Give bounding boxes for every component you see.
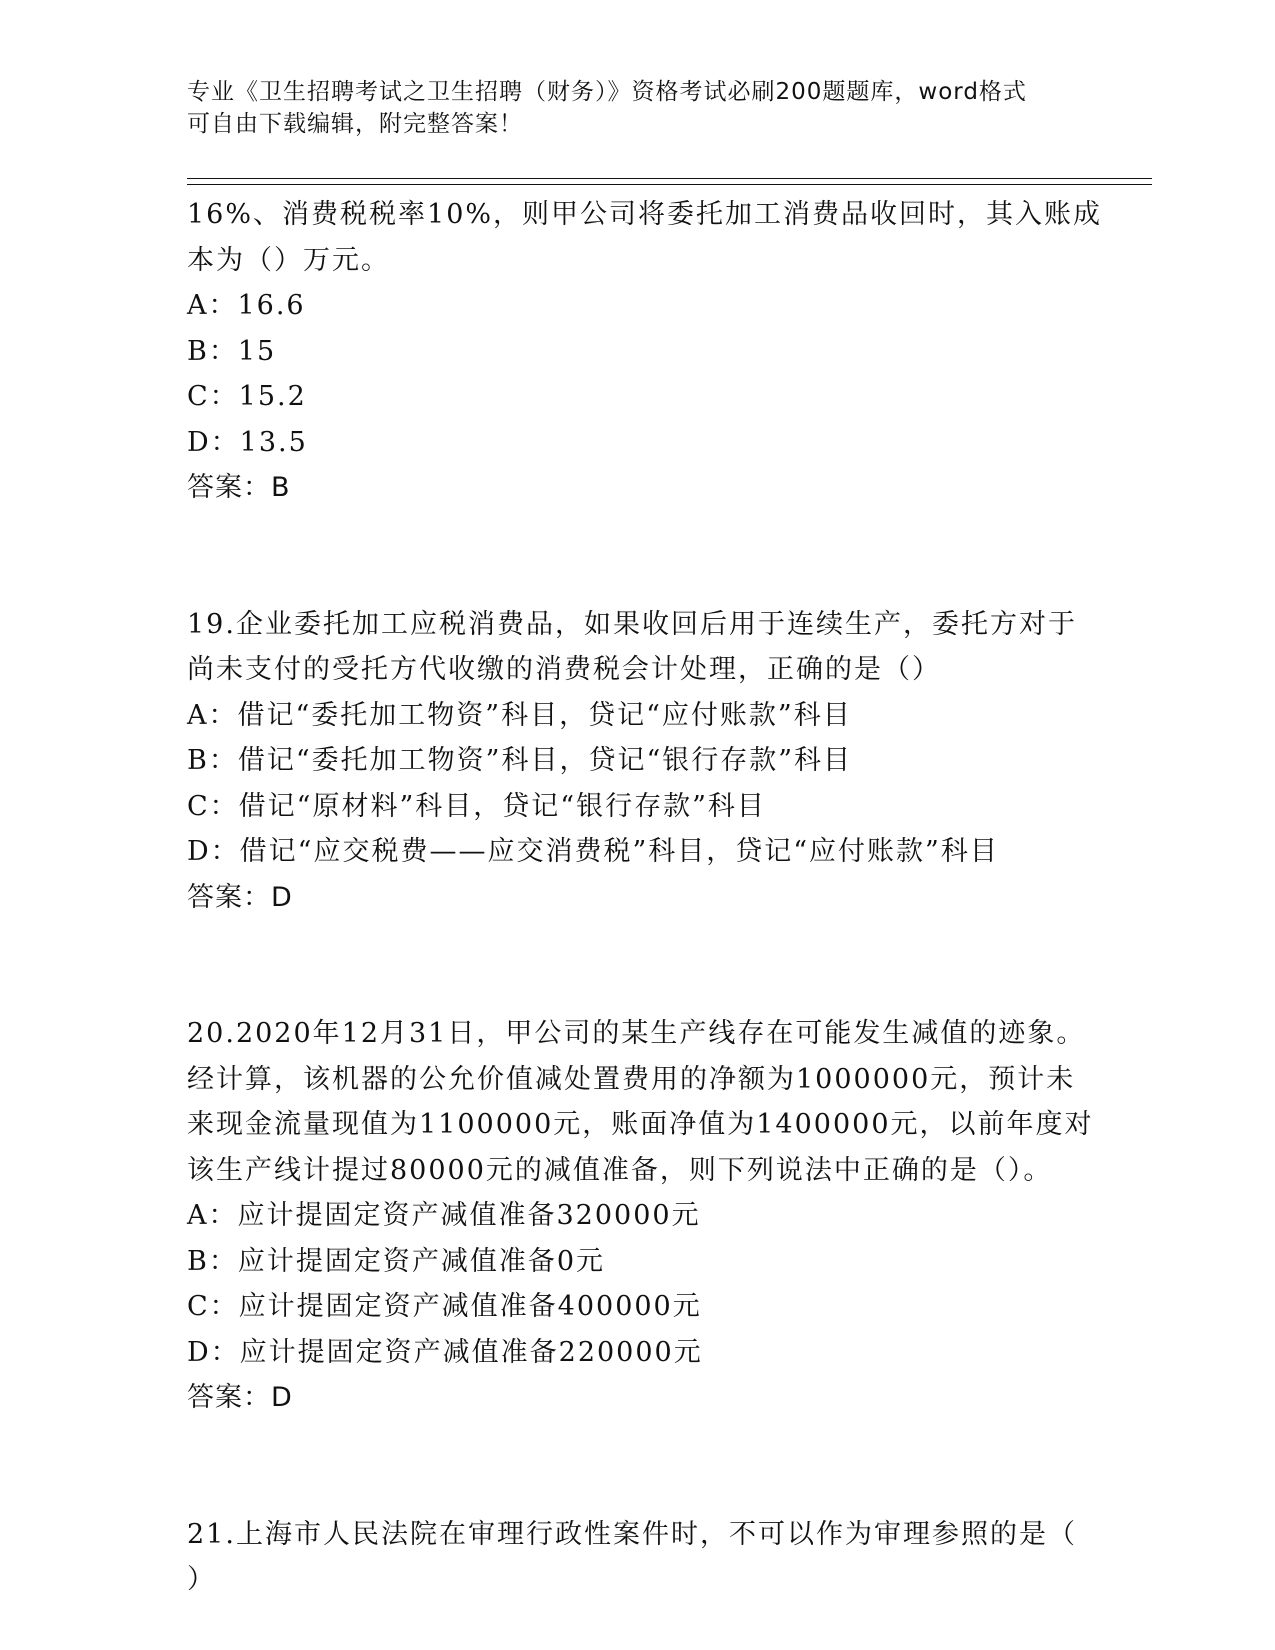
question-spacer [187, 1421, 1087, 1512]
question-spacer [187, 920, 1087, 1011]
option-b: B：借记“委托加工物资”科目，贷记“银行存款”科目 [187, 745, 853, 776]
option-c: C：应计提固定资产减值准备400000元 [187, 1291, 702, 1322]
question-stem-line: ） [187, 1564, 216, 1595]
question-stem-line: 该生产线计提过80000元的减值准备，则下列说法中正确的是（）。 [187, 1154, 1053, 1186]
question-stem-line: 经计算，该机器的公允价值减处置费用的净额为1000000元，预计未 [187, 1063, 1076, 1095]
document-header [187, 76, 1067, 140]
header-divider-bottom [187, 184, 1152, 185]
option-c: C：借记“原材料”科目，贷记“银行存款”科目 [187, 790, 766, 822]
answer-line: 答案：D [187, 881, 293, 913]
question-stem-line: 19.企业委托加工应税消费品，如果收回后用于连续生产，委托方对于 [187, 608, 1077, 640]
header-divider-top [187, 178, 1152, 179]
question-20 [187, 1011, 1094, 1421]
option-c: C：15.2 [187, 381, 307, 412]
answer-line: 答案：B [187, 472, 291, 503]
answer-line: 答案：D [187, 1382, 293, 1413]
question-list [187, 192, 1103, 1603]
option-a: A：借记“委托加工物资”科目，贷记“应付账款”科目 [187, 699, 852, 731]
question-18 [187, 192, 1103, 511]
question-stem-line: 20.2020年12月31日，甲公司的某生产线存在可能发生减值的迹象。 [187, 1018, 1086, 1049]
header-line-1: 专业《卫生招聘考试之卫生招聘（财务）》资格考试必刷200题题库，word格式 [187, 79, 1027, 105]
option-d: D：应计提固定资产减值准备220000元 [187, 1336, 703, 1368]
question-stem-line: 尚未支付的受托方代收缴的消费税会计处理，正确的是（） [187, 654, 941, 685]
question-stem-line: 来现金流量现值为1100000元，账面净值为1400000元，以前年度对 [187, 1109, 1094, 1140]
option-a: A：应计提固定资产减值准备320000元 [187, 1200, 701, 1231]
option-b: B：15 [187, 335, 277, 367]
question-stem-line: 21.上海市人民法院在审理行政性案件时，不可以作为审理参照的是（ [187, 1518, 1077, 1550]
option-d: D：13.5 [187, 426, 308, 458]
option-a: A：16.6 [187, 290, 306, 321]
question-spacer [187, 511, 1087, 602]
option-b: B：应计提固定资产减值准备0元 [187, 1245, 606, 1277]
question-19 [187, 602, 1087, 921]
question-stem-line: 本为（）万元。 [187, 244, 390, 276]
question-21 [187, 1512, 1087, 1603]
header-line-2: 可自由下载编辑，附完整答案！ [187, 111, 523, 137]
option-d: D：借记“应交税费——应交消费税”科目，贷记“应付账款”科目 [187, 836, 999, 867]
question-stem-line: 16%、消费税税率10%，则甲公司将委托加工消费品收回时，其入账成 [187, 199, 1103, 230]
